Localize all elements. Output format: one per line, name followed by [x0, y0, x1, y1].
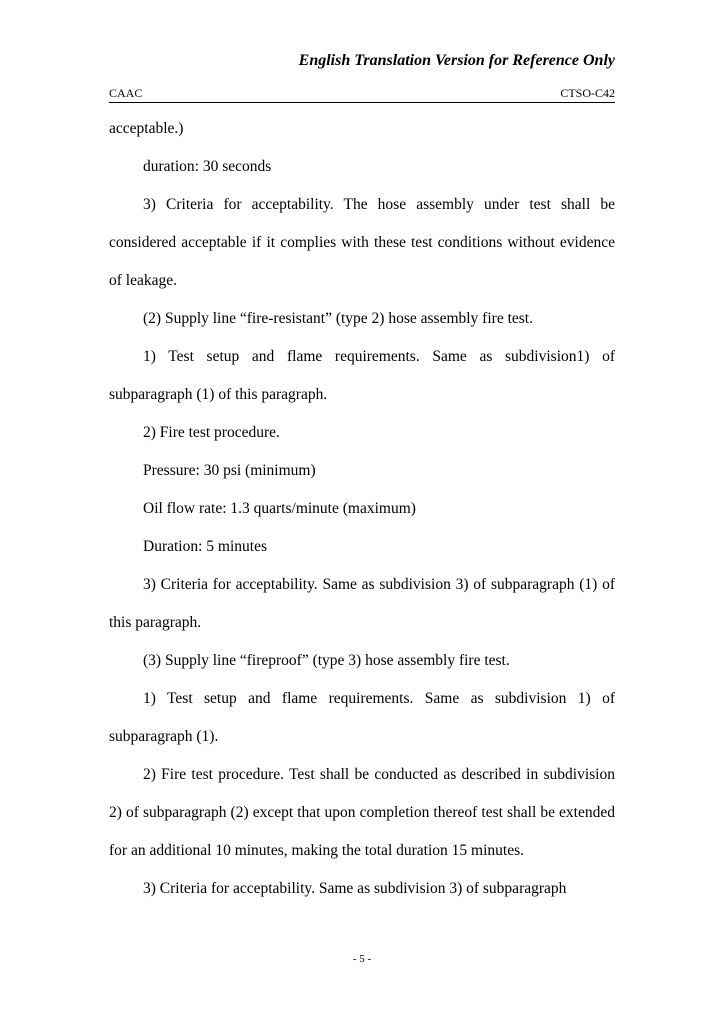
paragraph-duration-type2: Duration: 5 minutes: [143, 538, 267, 555]
paragraph-procedure-type3: 2) Fire test procedure. Test shall be conducted as described in subdivision 2) of subparagraph (2) except that upon completion thereof test shall be extended for an additional 10 minutes, making the total duration 15 minutes.: [109, 766, 615, 859]
paragraph-oil-flow: Oil flow rate: 1.3 quarts/minute (maximum): [143, 500, 416, 517]
paragraph-setup-type2: 1) Test setup and flame requirements. Same as subdivision1) of subparagraph (1) of this paragraph.: [109, 348, 615, 403]
paragraph-setup-type3: 1) Test setup and flame requirements. Same as subdivision 1) of subparagraph (1).: [109, 690, 615, 745]
paragraph-heading-type3: (3) Supply line “fireproof” (type 3) hose assembly fire test.: [143, 652, 510, 669]
translation-banner: English Translation Version for Reference Only: [298, 52, 615, 69]
paragraph-criteria-type3: 3) Criteria for acceptability. Same as subdivision 3) of subparagraph: [143, 880, 567, 897]
paragraph-pressure: Pressure: 30 psi (minimum): [143, 462, 316, 479]
paragraph-duration: duration: 30 seconds: [143, 158, 272, 175]
paragraph-procedure-type2: 2) Fire test procedure.: [143, 424, 280, 441]
paragraph-criteria-type1: 3) Criteria for acceptability. The hose assembly under test shall be considered acceptable if it complies with these test conditions without evidence of leakage.: [109, 196, 615, 289]
page-header: [109, 87, 615, 103]
paragraph-heading-type2: (2) Supply line “fire-resistant” (type 2) hose assembly fire test.: [143, 310, 533, 327]
paragraph-criteria-type2: 3) Criteria for acceptability. Same as subdivision 3) of subparagraph (1) of this paragraph.: [109, 576, 615, 631]
document-body: [109, 110, 615, 908]
paragraph-continuation: acceptable.): [109, 120, 184, 137]
header-document-id: CTSO-C42: [560, 86, 615, 100]
page-number: - 5 -: [352, 953, 372, 965]
header-organization: CAAC: [109, 86, 143, 100]
